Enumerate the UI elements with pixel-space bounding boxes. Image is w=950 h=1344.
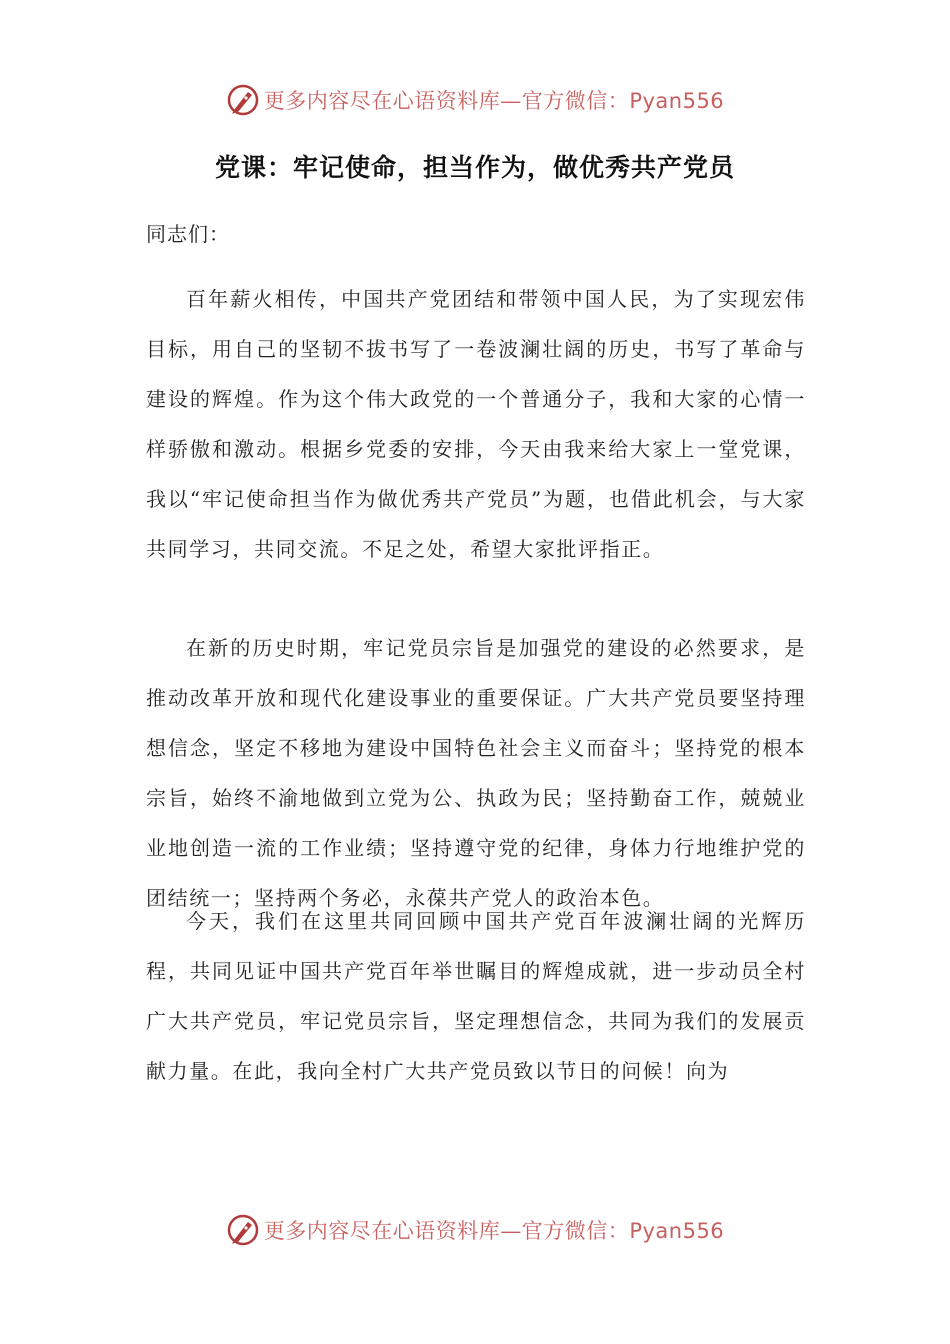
watermark-label: 更多内容尽在心语资料库—官方微信： xyxy=(263,1219,630,1243)
paragraph-1: 百年薪火相传，中国共产党团结和带领中国人民，为了实现宏伟目标，用自己的坚韧不拔书写了一卷波澜壮阔的历史，书写了革命与建设的辉煌。作为这个伟大政党的一个普通分子，我和大家的心情一样骄傲和激动。根据乡党委的安排，今天由我来给大家上一堂党课，我以“牢记使命担当作为做优秀共产党员”为题，也借此机会，与大家共同学习，共同交流。不足之处，希望大家批评指正。 xyxy=(146,287,806,561)
watermark-text xyxy=(264,85,724,115)
salutation: 同志们： xyxy=(146,222,230,246)
watermark-handle: Pyan556 xyxy=(629,1219,725,1243)
footer-watermark xyxy=(0,1210,950,1250)
pen-nib-icon xyxy=(226,83,260,117)
watermark-handle: Pyan556 xyxy=(629,89,725,113)
watermark-label: 更多内容尽在心语资料库—官方微信： xyxy=(263,89,630,113)
watermark-text xyxy=(264,1215,724,1245)
header-watermark xyxy=(0,80,950,120)
document-title: 党课：牢记使命，担当作为，做优秀共产党员 xyxy=(214,153,735,182)
paragraph-3: 今天，我们在这里共同回顾中国共产党百年波澜壮阔的光辉历程，共同见证中国共产党百年举世瞩目的辉煌成就，进一步动员全村广大共产党员，牢记党员宗旨，坚定理想信念，共同为我们的发展贡献力量。在此，我向全村广大共产党员致以节日的问候！向为 xyxy=(146,909,806,1083)
paragraph-2: 在新的历史时期，牢记党员宗旨是加强党的建设的必然要求，是推动改革开放和现代化建设事业的重要保证。广大共产党员要坚持理想信念，坚定不移地为建设中国特色社会主义而奋斗；坚持党的根本宗旨，始终不渝地做到立党为公、执政为民；坚持勤奋工作，兢兢业业地创造一流的工作业绩；坚持遵守党的纪律，身体力行地维护党的团结统一；坚持两个务必，永葆共产党人的政治本色。 xyxy=(146,636,806,910)
pen-nib-icon xyxy=(226,1213,260,1247)
